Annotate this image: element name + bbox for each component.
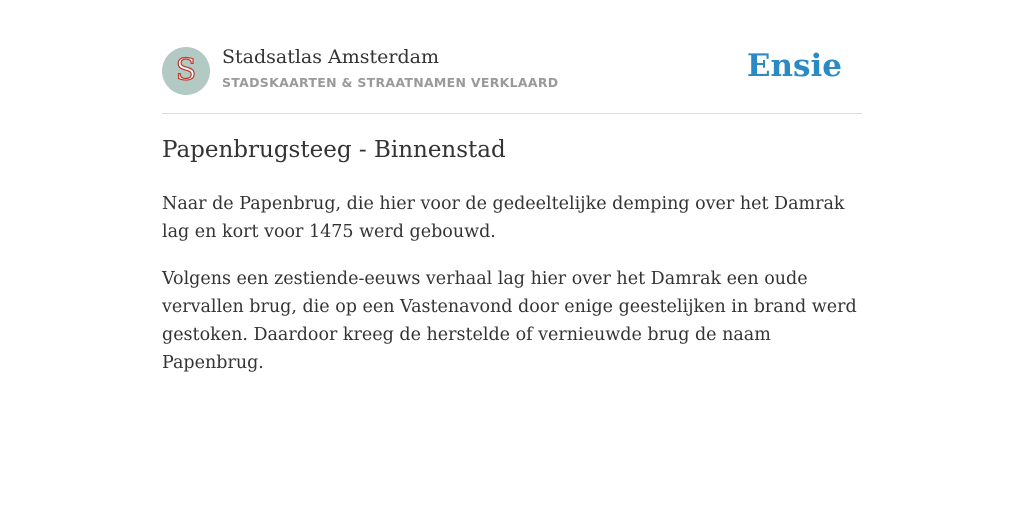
- article-paragraph: Naar de Papenbrug, die hier voor de gedeeltelijke demping over het Damrak lag en kort voor 1475 werd gebouwd.: [162, 194, 845, 242]
- site-avatar[interactable]: S: [162, 47, 210, 95]
- site-header: [162, 0, 862, 114]
- page-container: [162, 0, 862, 373]
- article-body: [162, 190, 862, 396]
- site-name[interactable]: Stadsatlas Amsterdam: [222, 46, 440, 68]
- page-title: Papenbrugsteeg - Binnenstad: [162, 137, 506, 163]
- article-paragraph: Volgens een zestiende-eeuws verhaal lag hier over het Damrak een oude vervallen brug, die op een Vastenavond door enige geestelijken in brand werd gestoken. Daardoor kreeg de herstelde of vernieuwde brug de naam Papenbrug.: [162, 269, 857, 373]
- site-tagline: STADSKAARTEN & STRAATNAMEN VERKLAARD: [222, 75, 559, 90]
- ensie-logo[interactable]: Ensie: [746, 48, 842, 84]
